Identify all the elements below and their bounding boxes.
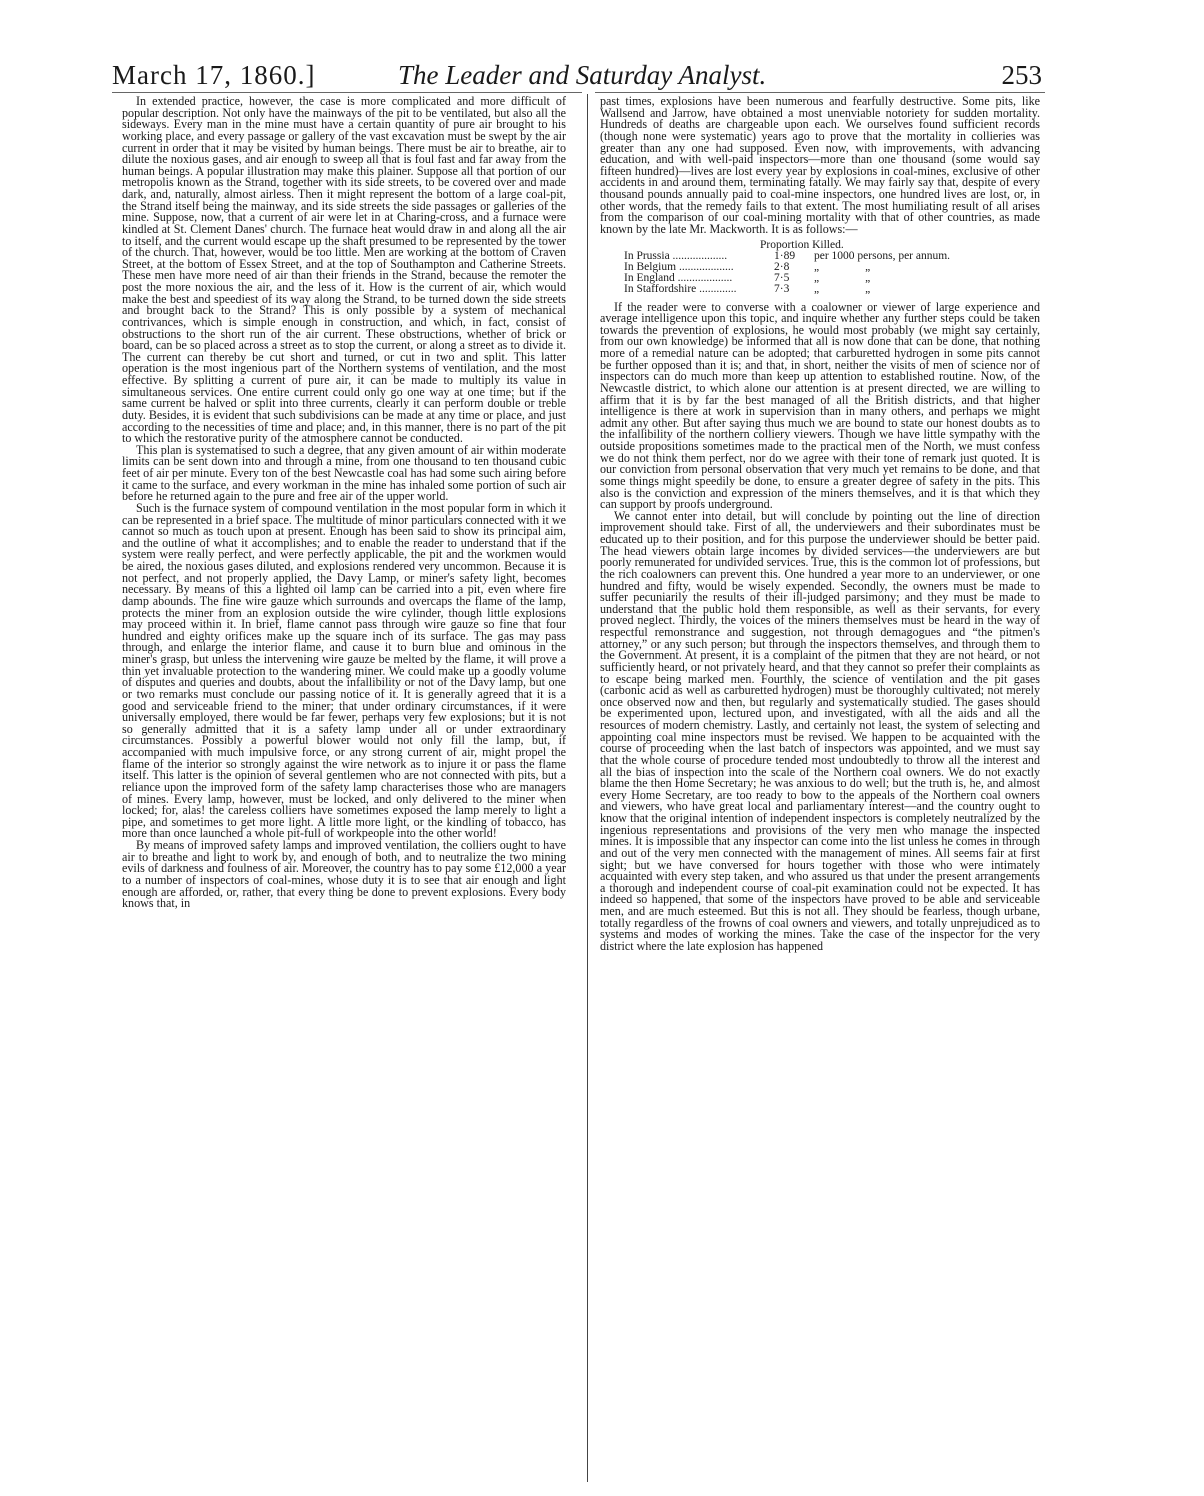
right-paragraph-1: If the reader were to converse with a coalowner or viewer of large experience and average intelligence upon this topic, and inquire whether any further steps could be taken towards the prevention of explosions, he would most probably (we might say certainly, from our own knowledge) be informed that all is now done that can be done, that nothing more of a remedial nature can be adopted; that carburetted hydrogen in some pits cannot be further opposed than it is; and that, in short, neither the visits of men of science nor of inspectors can do much more than keep up attention to established routine. Now, of the Newcastle district, to which alone our attention is at present directed, we are willing to affirm that it is by far the best managed of all the British districts, and that higher intelligence is there at work in supervision than in many others, and perhaps we might admit any other. But after saying thus much we are bound to state our honest doubts as to the infallibility of the northern colliery viewers. Though we have little sympathy with the outside propositions sometimes made to the practical men of the North, we must confess we do not think them perfect, nor do we agree with their tone of remark just quoted. It is our conviction from personal observation that very much yet remains to be done, and that some things might speedily be done, to ensure a greater degree of safety in the pits. This also is the conviction and expression of the miners themselves, and it is that which they can support by proofs underground.	[600, 299, 1040, 512]
header-rule-right	[595, 92, 1045, 93]
left-column	[122, 96, 566, 1484]
left-paragraph-4: By means of improved safety lamps and improved ventilation, the colliers ought to have air to breathe and light to work by, and enough of both, and to neutralize the two mining evils of darkness and foulness of air. Moreover, the country has to pay some £12,000 a year to a number of inspectors of coal-mines, whose duty it is to see that air enough and light enough are afforded, or, rather, that every thing be done to prevent explosions. Every body knows that, in	[122, 838, 566, 911]
table-unit: „ „	[814, 283, 871, 296]
page-number: 253	[1001, 60, 1042, 90]
table-unit: per 1000 persons, per annum.	[814, 249, 951, 262]
left-paragraph-3: Such is the furnace system of compound ventilation in the most popular form in which it can be represented in a brief space. The multitude of minor particulars connected with it we cannot so much as touch upon at present. Enough has been said to show its principal aim, and the outline of what it accomplishes; and to enable the reader to understand that if the system were really perfect, and were perfectly applicable, the pit and the workmen would be aired, the noxious gases diluted, and explosions rendered very uncommon. Because it is not perfect, and not properly applied, the Davy Lamp, or miner's safety light, becomes necessary. By means of this a lighted oil lamp can be carried into a pit, even where fire damp abounds. The fine wire gauze which surrounds and overcaps the flame of the lamp, protects the miner from an explosion outside the wire cylinder, though little explosions may proceed within it. In brief, flame cannot pass through wire gauze so fine that four hundred and eighty orifices make up the square inch of its surface. The gas may pass through, and enlarge the interior flame, and cause it to burn blue and ominous in the miner's grasp, but unless the intervening wire gauze be melted by the flame, it will prove a thin yet invaluable protection to the wandering miner. We could make up a goodly volume of disputes and queries and doubts, about the infallibility or not of the Davy lamp, but one or two remarks must conclude our passing notice of it. It is generally agreed that it is a good and serviceable friend to the miner; that under ordinary circumstances, if it were universally employed, there would be far fewer, perhaps very few explosions; but it is not so generally admitted that it is a safety lamp under all or under extraordinary circumstances. Possibly a powerful blower would not only fill the lamp, but, if accompanied with much impulsive force, or any strong current of air, might propel the flame of the interior so strongly against the wire network as to injure it or pass the flame itself. This latter is the opinion of several gentlemen who are not connected with pits, but a reliance upon the improved form of the safety lamp characterises those who are managers of mines. Every lamp, however, must be locked, and only delivered to the miner when locked; for, alas! the careless colliers have sometimes exposed the lamp merely to light a pipe, and sometimes to get more light. A little more light, or the kindling of tobacco, has more than once launched a whole pit-full of workpeople into the other world!	[122, 500, 566, 841]
header-rule-left	[112, 92, 582, 93]
table-country: In Staffordshire .............	[624, 283, 737, 296]
table-value: 7·5	[774, 272, 790, 285]
table-country: In Belgium ...................	[624, 260, 734, 273]
right-column	[600, 96, 1040, 1484]
issue-date: March 17, 1860.]	[112, 60, 316, 90]
table-value: 7·3	[774, 283, 790, 296]
table-unit: „ „	[814, 272, 871, 285]
column-divider	[587, 94, 588, 1482]
table-value: 2·8	[774, 260, 790, 273]
left-paragraph-2: This plan is systematised to such a degree, that any given amount of air within moderate limits can be sent down into and through a mine, from one thousand to ten thousand cubic feet of air per minute. Every ton of the best Newcastle coal has had some such airing before it came to the surface, and every workman in the mine has inhaled some portion of such air before he returned again to the pure and free air of the upper world.	[122, 442, 566, 504]
publication-title: The Leader and Saturday Analyst.	[398, 60, 767, 90]
page-header	[112, 60, 1042, 94]
right-paragraph-2: We cannot enter into detail, but will conclude by pointing out the line of direction improvement should take. First of all, the underviewers and their subordinates must be educated up to their position, and for this purpose the underviewer should be better paid. The head viewers obtain large incomes by divided services—the underviewers are but poorly remunerated for undivided services. True, this is the common lot of professions, but the rich coalowners can prevent this. One hundred a year more to an underviewer, or one hundred and fifty, would be wisely expended. Secondly, the owners must be made to suffer pecuniarily the results of their ill-judged parsimony; and they must be made to understand that the public hold them responsible, as well as their servants, for every proved neglect. Thirdly, the voices of the miners themselves must be heard in the way of respectful remonstrance and suggestion, not through demagogues and “the pitmen's attorney,” or any such person; but through the inspectors themselves, and through them to the Government. At present, it is a complaint of the pitmen that they are not heard, or not sufficiently heard, or not privately heard, and that they cannot so prefer their complaints as to escape being marked men. Fourthly, the science of ventilation and the pit gases (carbonic acid as well as carburetted hydrogen) must be thoroughly cultivated; not merely once observed now and then, but regularly and systematically studied. The gases should be experimented upon, lectured upon, and investigated, with all the aids and all the resources of modern chemistry. Lastly, and certainly not least, the system of selecting and appointing coal mine inspectors must be revised. We happen to be acquainted with the course of proceeding when the last batch of inspectors was appointed, and we must say that the whole course of procedure tended most undoubtedly to throw all the interest and all the bias of inspection into the scale of the Northern coal owners. We do not exactly blame the then Home Secretary; he was anxious to do well; but the truth is, he, and almost every Home Secretary, are too ready to bow to the appeals of the Northern coal owners and viewers, who have great local and parliamentary interest—and the country ought to know that the original intention of independent inspectors is completely neutralized by the ingenious representations and provisions of the very men who manage the inspected mines. It is impossible that any inspector can come into the list unless he comes in through and out of the very men connected with the management of mines. All seems fair at first sight; but we have conversed for hours together with those who were intimately acquainted with every step taken, and who assured us that under the present arrangements a thorough and independent course of coal-pit examination could not be expected. It has indeed so happened, that some of the inspectors have proved to be able and serviceable men, and are much esteemed. But this is not all. They should be fearless, though urbane, totally regardless of the frowns of coal owners and viewers, and totally unprejudiced as to systems and modes of working the mines. Take the case of the inspector for the very district where the late explosion has happened	[600, 508, 1040, 953]
table-heading: Proportion Killed.	[760, 238, 844, 251]
mortality-table	[624, 240, 1040, 296]
right-paragraph-intro: past times, explosions have been numerous and fearfully destructive. Some pits, like Wallsend and Jarrow, have obtained a most unenviable notoriety for sudden mortality. Hundreds of deaths are chargeable upon each. We ourselves found sufficient records (though none were systematic) years ago to prove that the mortality in collieries was greater than any one had supposed. Even now, with improvements, with advancing education, and with well-paid inspectors—more than one thousand (some would say fifteen hundred)—lives are lost every year by explosions in coal-mines, exclusive of other accidents in and around them, terminating fatally. We may fairly say that, despite of every thousand pounds annually paid to coal-mine inspectors, one hundred lives are lost, or, in other words, that the remedy fails to that extent. The most humiliating result of all arises from the comparison of our coal-mining mortality with that of other countries, as made known by the late Mr. Mackworth. It is as follows:—	[600, 96, 1040, 236]
table-row	[624, 284, 1040, 295]
table-unit: „ „	[814, 260, 871, 273]
table-value: 1·89	[774, 249, 796, 262]
table-country: In Prussia ...................	[624, 249, 728, 262]
left-paragraph-1: In extended practice, however, the case is more complicated and more difficult of popular description. Not only have the mainways of the pit to be ventilated, but also all the sideways. Every man in the mine must have a certain quantity of pure air brought to his working place, and every passage or gallery of the vast excavation must be swept by the air current in order that it may be visited by human beings. There must be air to breathe, air to dilute the noxious gases, and air enough to sweep all that is foul fast and far away from the human beings. A popular illustration may make this plainer. Suppose all that portion of our metropolis known as the Strand, together with its side streets, to be covered over and made dark, and, naturally, almost airless. Then it might represent the bottom of a large coal-pit, the Strand itself being the mainway, and its side streets the side passages or galleries of the mine. Suppose, now, that a current of air were let in at Charing-cross, and a furnace were kindled at St. Clement Danes' church. The furnace heat would draw in and along all the air to itself, and the current would escape up the shaft presumed to be represented by the tower of the church. That, however, would be too little. Men are working at the bottom of Craven Street, at the bottom of Essex Street, and at the top of Southampton and Catherine Streets. These men have more need of air than their friends in the Strand, because the remoter the post the more noxious the air, and the less of it. How is the current of air, which would make the best and speediest of its way along the Strand, to be turned down the side streets and brought back to the Strand? This is only possible by a system of mechanical contrivances, which is simple enough in construction, and which, in fact, consist of obstructions to the short run of the air current. These obstructions, whether of brick or board, can be so placed across a street as to stop the current, or along a street as to divide it. The current can thereby be cut short and turned, or cut in two and split. This latter operation is the most ingenious part of the Northern systems of ventilation, and the most effective. By splitting a current of pure air, it can be made to multiply its value in simultaneous services. One entire current could only go one way at one time; but if the same current be halved or split into three currents, clearly it can perform double or treble duty. Besides, it is evident that such subdivisions can be made at any time or place, and just according to the necessities of time and place; and, in this manner, there is no part of the pit to which the restorative purity of the atmosphere cannot be conducted.	[122, 96, 566, 446]
table-country: In England ...................	[624, 272, 733, 285]
